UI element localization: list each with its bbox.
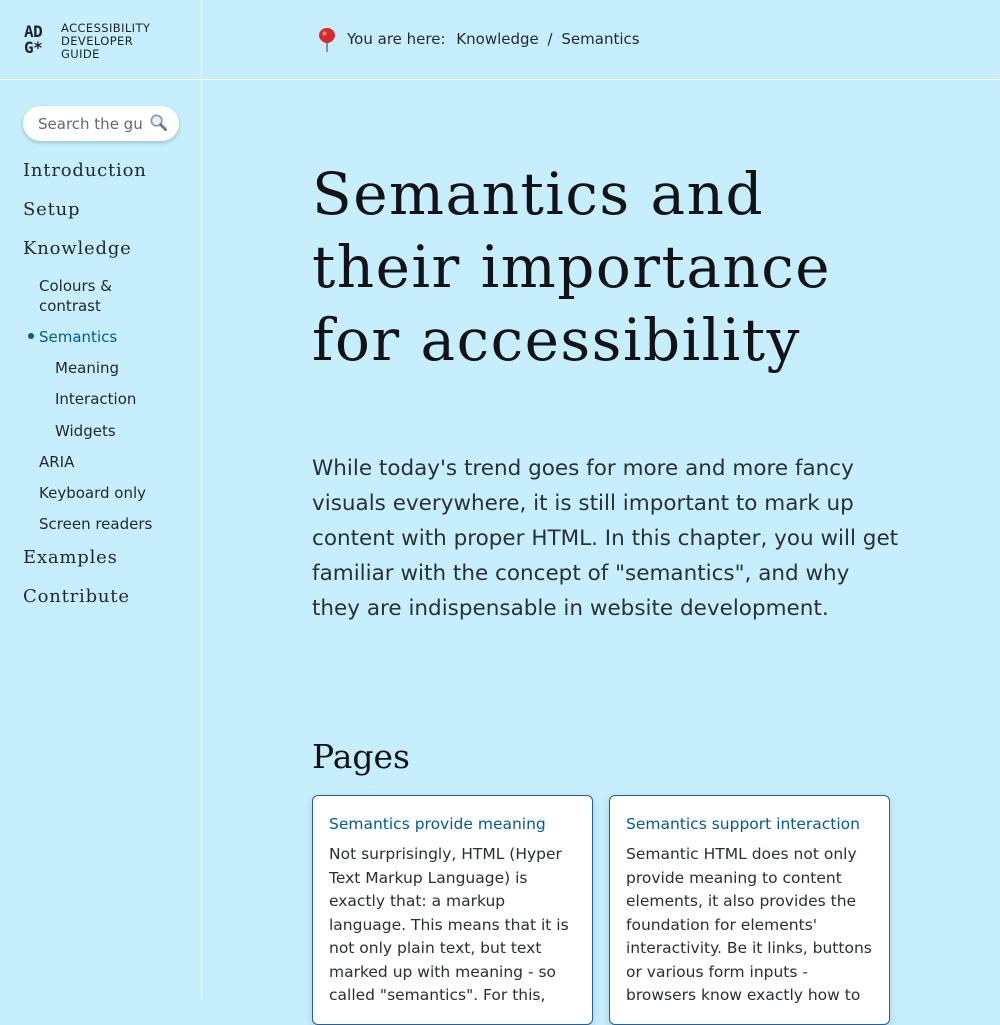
breadcrumb (347, 29, 640, 49)
breadcrumb-item-knowledge[interactable]: Knowledge (456, 30, 539, 48)
nav-item-introduction[interactable]: Introduction (23, 160, 147, 181)
active-item-bullet (28, 333, 34, 339)
card-description: Semantic HTML does not only provide meaning to content elements, it also provides the foundation for elements' interactivity. Be it links, buttons or various form inputs - browsers know exactly how to (626, 845, 872, 1004)
nav-item-widgets[interactable]: Widgets (55, 422, 116, 440)
search-box[interactable] (23, 106, 179, 141)
card-title-link[interactable]: Semantics provide meaning (329, 815, 546, 833)
logo-line-2: G* (24, 38, 43, 57)
page-card (312, 795, 593, 1025)
search-input[interactable] (38, 114, 142, 134)
nav-item-interaction[interactable]: Interaction (55, 390, 137, 408)
nav-item-colours-contrast[interactable]: Colours & contrast (39, 277, 112, 315)
card-title-link[interactable]: Semantics support interaction (626, 815, 860, 833)
pages-heading: Pages (312, 737, 410, 776)
site-name-line-3: GUIDE (61, 47, 100, 61)
breadcrumb-item-semantics: Semantics (561, 30, 640, 48)
map-pin-icon (317, 27, 337, 53)
nav-item-aria[interactable]: ARIA (39, 453, 75, 471)
page-title: Semantics and their importance for accessibility (312, 160, 832, 374)
sidebar (0, 0, 202, 1000)
breadcrumb-separator: / (547, 30, 553, 48)
site-name-line-1: ACCESSIBILITY (61, 21, 151, 35)
site-name-line-2: DEVELOPER (61, 34, 134, 48)
breadcrumb-bar (202, 0, 1000, 80)
page-card (609, 795, 890, 1025)
nav-item-meaning[interactable]: Meaning (55, 359, 120, 377)
site-name[interactable] (61, 22, 191, 61)
nav-item-knowledge[interactable]: Knowledge (23, 238, 132, 259)
magnifying-glass-icon[interactable] (149, 113, 168, 132)
nav-item-keyboard-only[interactable]: Keyboard only (39, 484, 147, 502)
logo-line-1: AD (24, 22, 43, 41)
nav-item-setup[interactable]: Setup (23, 199, 81, 220)
nav-item-screen-readers[interactable]: Screen readers (39, 515, 153, 533)
nav-item-contribute[interactable]: Contribute (23, 586, 130, 607)
nav-item-semantics[interactable]: Semantics (39, 328, 118, 346)
site-logo[interactable] (24, 24, 52, 56)
brand-header[interactable] (0, 0, 202, 80)
breadcrumb-prefix: You are here: (347, 30, 446, 48)
card-description: Not surprisingly, HTML (Hyper Text Markup Language) is exactly that: a markup language. This means that it is not only plain text, but text marked up with meaning - so called "semantics". For this, (329, 845, 569, 1004)
nav-item-examples[interactable]: Examples (23, 547, 118, 568)
intro-paragraph: While today's trend goes for more and more fancy visuals everywhere, it is still important to mark up content with proper HTML. In this chapter, you will get familiar with the concept of "semantics", and why they are indispensable in website development. (312, 456, 899, 621)
